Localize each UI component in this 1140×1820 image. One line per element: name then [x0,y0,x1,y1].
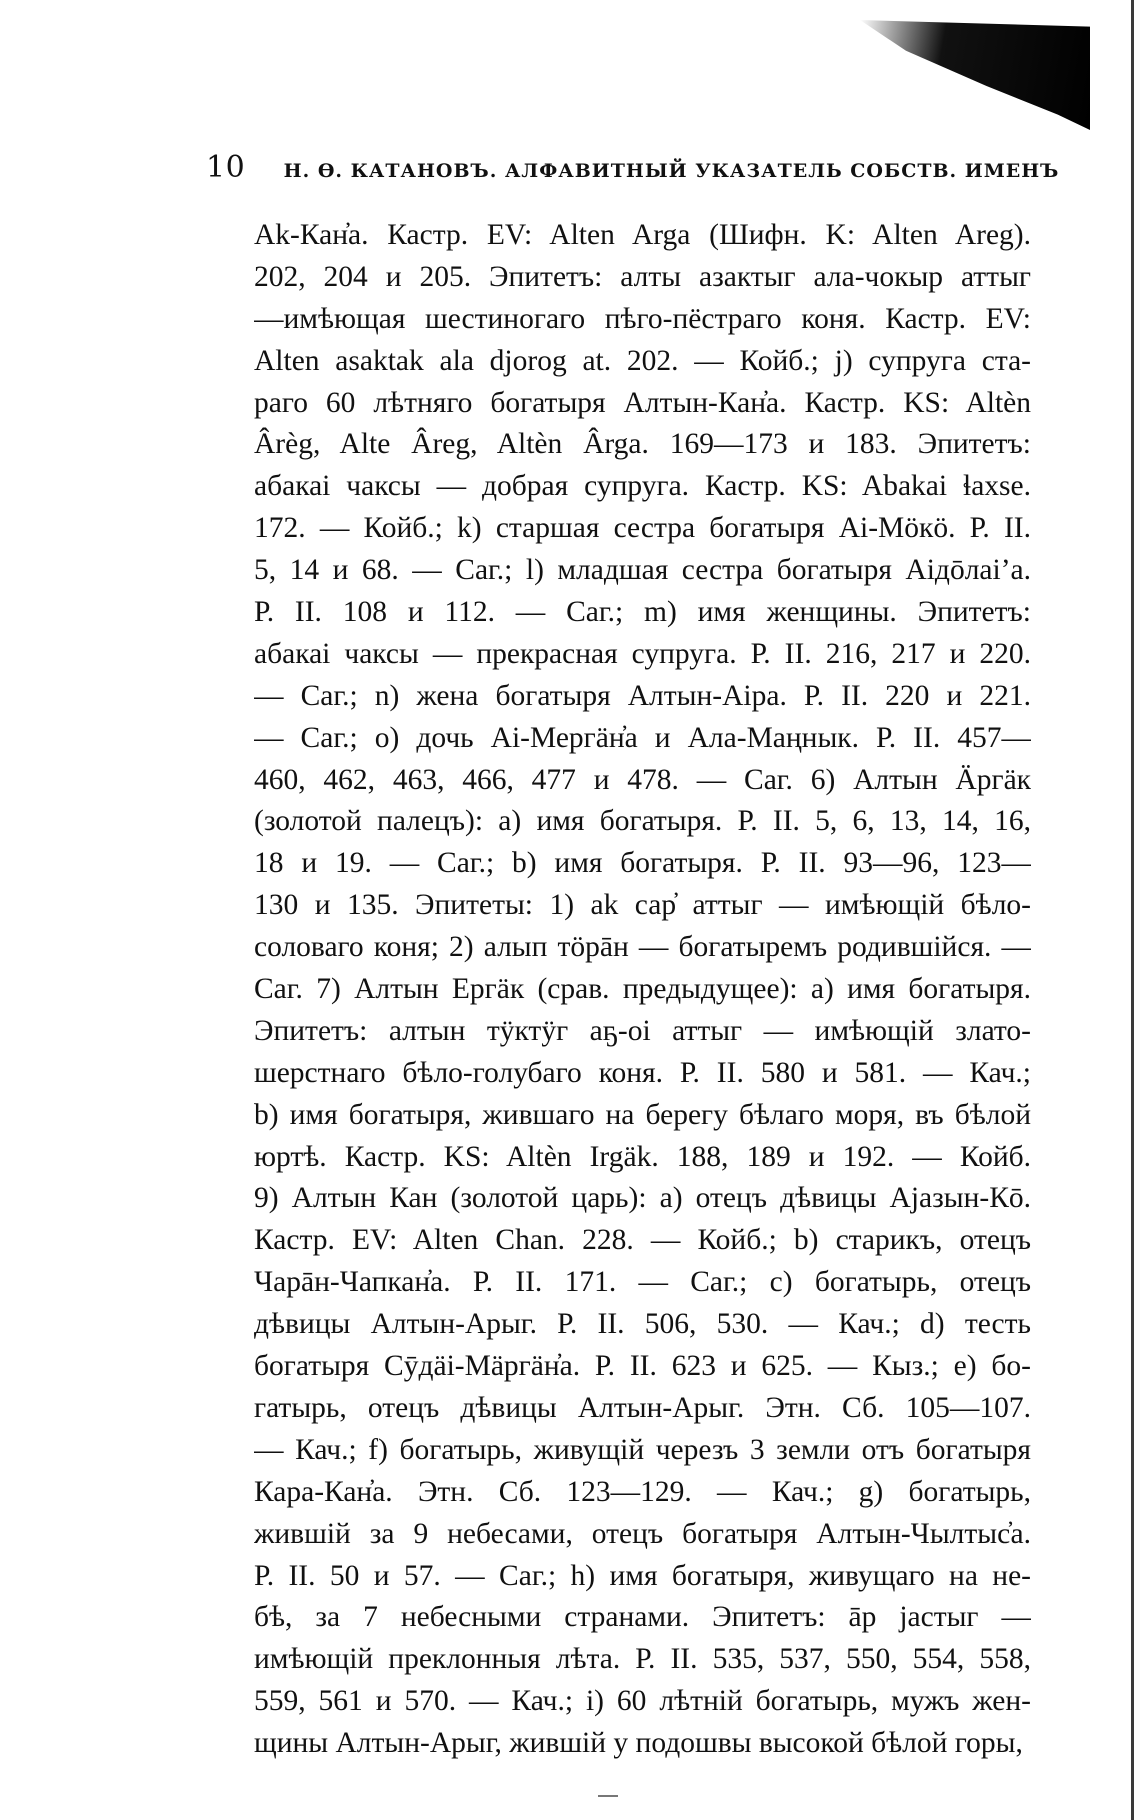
text-line: юртѣ. Кастр. KS: Altèn Irgäk. 188, 189 и 192. — Койб. [254,1140,1031,1173]
text-line: 559, 561 и 570. — Кач.; i) 60 лѣтній богатырь, мужъ жен- [254,1685,1031,1718]
text-line: жившій за 9 небесами, отецъ богатыря Алтын-Чылтыс̓а. [254,1517,1031,1550]
text-line: 18 и 19. — Саг.; b) имя богатыря. Р. II. 93—96, 123— [254,847,1031,880]
text-line: Чарāн-Чапкан̓а. Р. II. 171. — Саг.; c) богатырь, отецъ [254,1266,1031,1299]
text-line: Р. II. 108 и 112. — Саг.; m) имя женщины. Эпитетъ: [254,596,1031,629]
text-line: 9) Алтын Кан (золотой царь): a) отецъ дѣвицы Аjазын-Кō. [254,1182,1031,1215]
ink-blot [860,20,1090,130]
text-line: Ak-Кан̓а. Кастр. EV: Alten Arga (Шифн. K: Alten Areg). [254,219,1031,251]
text-line: имѣющій преклонныя лѣта. Р. II. 535, 537, 550, 554, 558, [254,1643,1031,1676]
text-line: 202, 204 и 205. Эпитетъ: алты азактыг ала-чокыр аттыг [254,260,1031,293]
text-line: абакаі чаксы — прекрасная супруга. Р. II. 216, 217 и 220. [254,637,1031,670]
text-line: — Кач.; f) богатырь, живущій черезъ 3 земли отъ богатыря [254,1433,1031,1466]
text-line: (золотой палецъ): a) имя богатыря. Р. II. 5, 6, 13, 14, 16, [254,805,1031,838]
text-line: шерстнаго бѣло-голубаго коня. Р. II. 580 и 581. — Кач.; [254,1056,1031,1089]
text-line: 5, 14 и 68. — Саг.; l) младшая сестра богатыря Аідōлаі’а. [254,554,1031,587]
text-line: 172. — Койб.; k) старшая сестра богатыря Аі-Мöкö. Р. II. [254,512,1031,545]
text-line: Эпитетъ: алтын тӱктӱг аҕ-оі аттыг — имѣющій злато- [254,1014,1031,1047]
running-header [206,150,1060,185]
page-edge-line [1131,0,1134,1820]
text-line: Alten asaktak ala djorog at. 202. — Койб.; j) супруга ста- [254,344,1031,377]
text-line: Кара-Кан̓а. Этн. Сб. 123—129. — Кач.; g) богатырь, [254,1475,1031,1508]
text-line: богатыря Сӯдäі-Мäргäн̓а. Р. II. 623 и 625. — Кыз.; e) бо- [254,1350,1031,1383]
header-title: Н. Ѳ. КАТАНОВЪ. АЛФАВИТНЫЙ УКАЗАТЕЛЬ СОБСТВ. ИМЕНЪ [283,160,1060,182]
text-line: дѣвицы Алтын-Арыг. Р. II. 506, 530. — Кач.; d) тесть [254,1308,1031,1341]
text-line: Кастр. EV: Alten Chan. 228. — Койб.; b) старикъ, отецъ [254,1224,1031,1257]
text-line: абакаі чаксы — добрая супруга. Кастр. KS: Abakai ɬaxse. [254,470,1031,503]
text-line: щины Алтын-Арыг, жившій у подошвы высокой бѣлой горы, [254,1727,1023,1760]
text-line: соловаго коня; 2) алып тöрāн — богатыремъ родившійся. — [254,931,1031,964]
text-line: — Саг.; o) дочь Аі-Мергäн̓а и Ала-Маңнык. Р. II. 457— [254,721,1031,754]
text-line: —имѣющая шестиногаго пѣго-пёстраго коня. Кастр. EV: [254,302,1031,335]
text-line: Р. II. 50 и 57. — Саг.; h) имя богатыря, живущаго на не- [254,1559,1031,1592]
text-line: Саг. 7) Алтын Ергäк (срав. предыдущее): a) имя богатыря. [254,973,1031,1006]
text-line: 130 и 135. Эпитеты: 1) ak сар̓ аттыг — имѣющій бѣло- [254,889,1031,922]
text-line: Ârèg, Alte Âreg, Altèn Ârga. 169—173 и 183. Эпитетъ: [254,428,1031,461]
text-line: раго 60 лѣтняго богатыря Алтын-Кан̓а. Кастр. KS: Altèn [254,386,1031,419]
text-line: гатырь, отецъ дѣвицы Алтын-Арыг. Этн. Сб. 105—107. [254,1391,1031,1424]
text-line: — Саг.; n) жена богатыря Алтын-Аіра. Р. II. 220 и 221. [254,679,1031,712]
bottom-mark [598,1795,618,1797]
body-text [254,215,1031,1765]
text-line: b) имя богатыря, жившаго на берегу бѣлаго моря, въ бѣлой [254,1098,1031,1131]
page-number: 10 [206,150,246,185]
text-line: бѣ, за 7 небесными странами. Эпитетъ: āр jастыг — [254,1601,1031,1634]
text-line: 460, 462, 463, 466, 477 и 478. — Саг. 6) Алтын Äргäк [254,763,1031,796]
